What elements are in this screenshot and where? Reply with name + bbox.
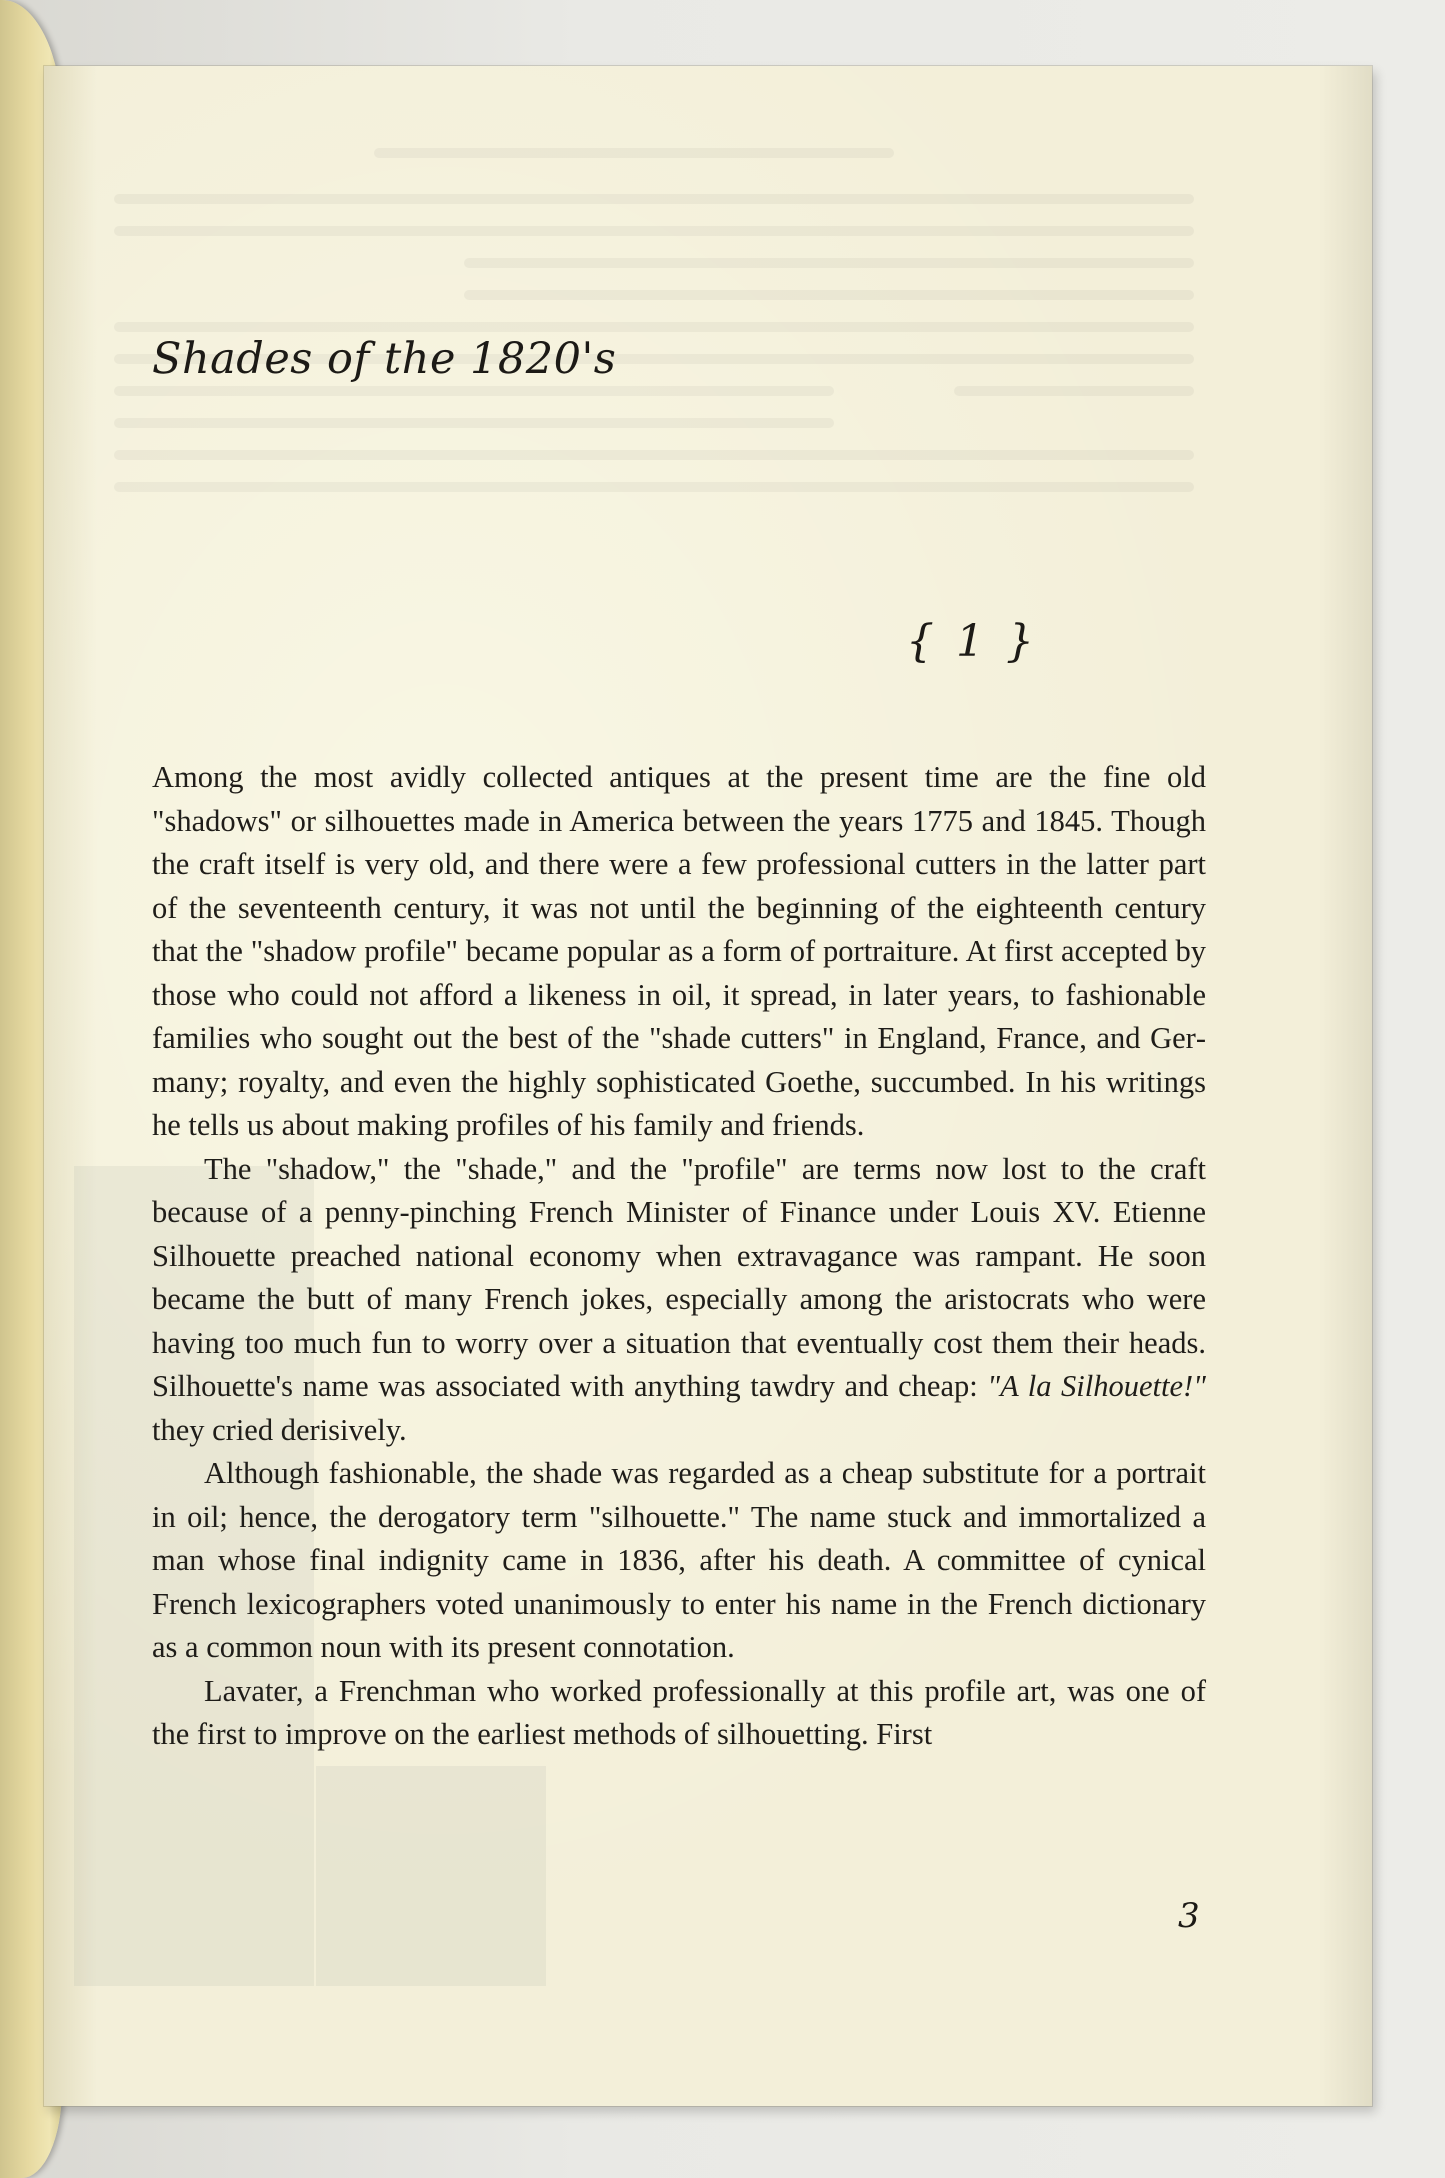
paragraph-2-text-after: they cried derisively. bbox=[152, 1412, 407, 1447]
page-number: 3 bbox=[1178, 1896, 1200, 1936]
paragraph-3: Although fashionable, the shade was regarded as a cheap substitute for a portrait in oil; hence, the derogatory term "silhouette." The name stuck and immortalized a man whose final indignity came in 1836, after his death. A committee of cynical French lexicographers voted unanimously to enter his name in the French dictionary as a common noun with its present connotation. bbox=[152, 1456, 1206, 1664]
paragraph-2 bbox=[152, 1148, 1206, 1453]
body-text bbox=[152, 756, 1206, 1757]
chapter-title: Shades of the 1820's bbox=[152, 334, 617, 384]
book-page bbox=[44, 66, 1372, 2106]
paragraph-4: Lavater, a Frenchman who worked professionally at this profile art, was one of the first to improve on the earliest methods of silhouetting. First bbox=[152, 1673, 1206, 1751]
paragraph-1: Among the most avidly collected antiques at the present time are the fine old "shadows" or silhouettes made in America between the years 1775 and 1845. Though the craft itself is very old, and there were a few professional cutters in the latter part of the seventeenth century, it was not until the beginning of the eighteenth century that the "shadow profile" became popular as a form of portraiture. At first accepted by those who could not afford a likeness in oil, it spread, in later years, to fashionable families who sought out the best of the "shade cutters" in England, France, and Germany; royalty, and even the highly sophisticated Goethe, succumbed. In his writings he tells us about making profiles of his family and friends. bbox=[152, 760, 1206, 1142]
chapter-number: { 1 } bbox=[906, 616, 1038, 667]
paragraph-2-emphasis: "A la Silhouette!" bbox=[987, 1369, 1206, 1403]
paragraph-2-text-before: The "shadow," the "shade," and the "profile" are terms now lost to the craft because of a penny-pinching French Minister of Finance under Louis XV. Etienne Silhouette preached national economy when extravagance was rampant. He soon became the butt of many French jokes, especially among the aristocrats who were having too much fun to worry over a situation that eventually cost them their heads. Silhouette's name was associated with anything tawdry and cheap: bbox=[152, 1151, 1206, 1403]
